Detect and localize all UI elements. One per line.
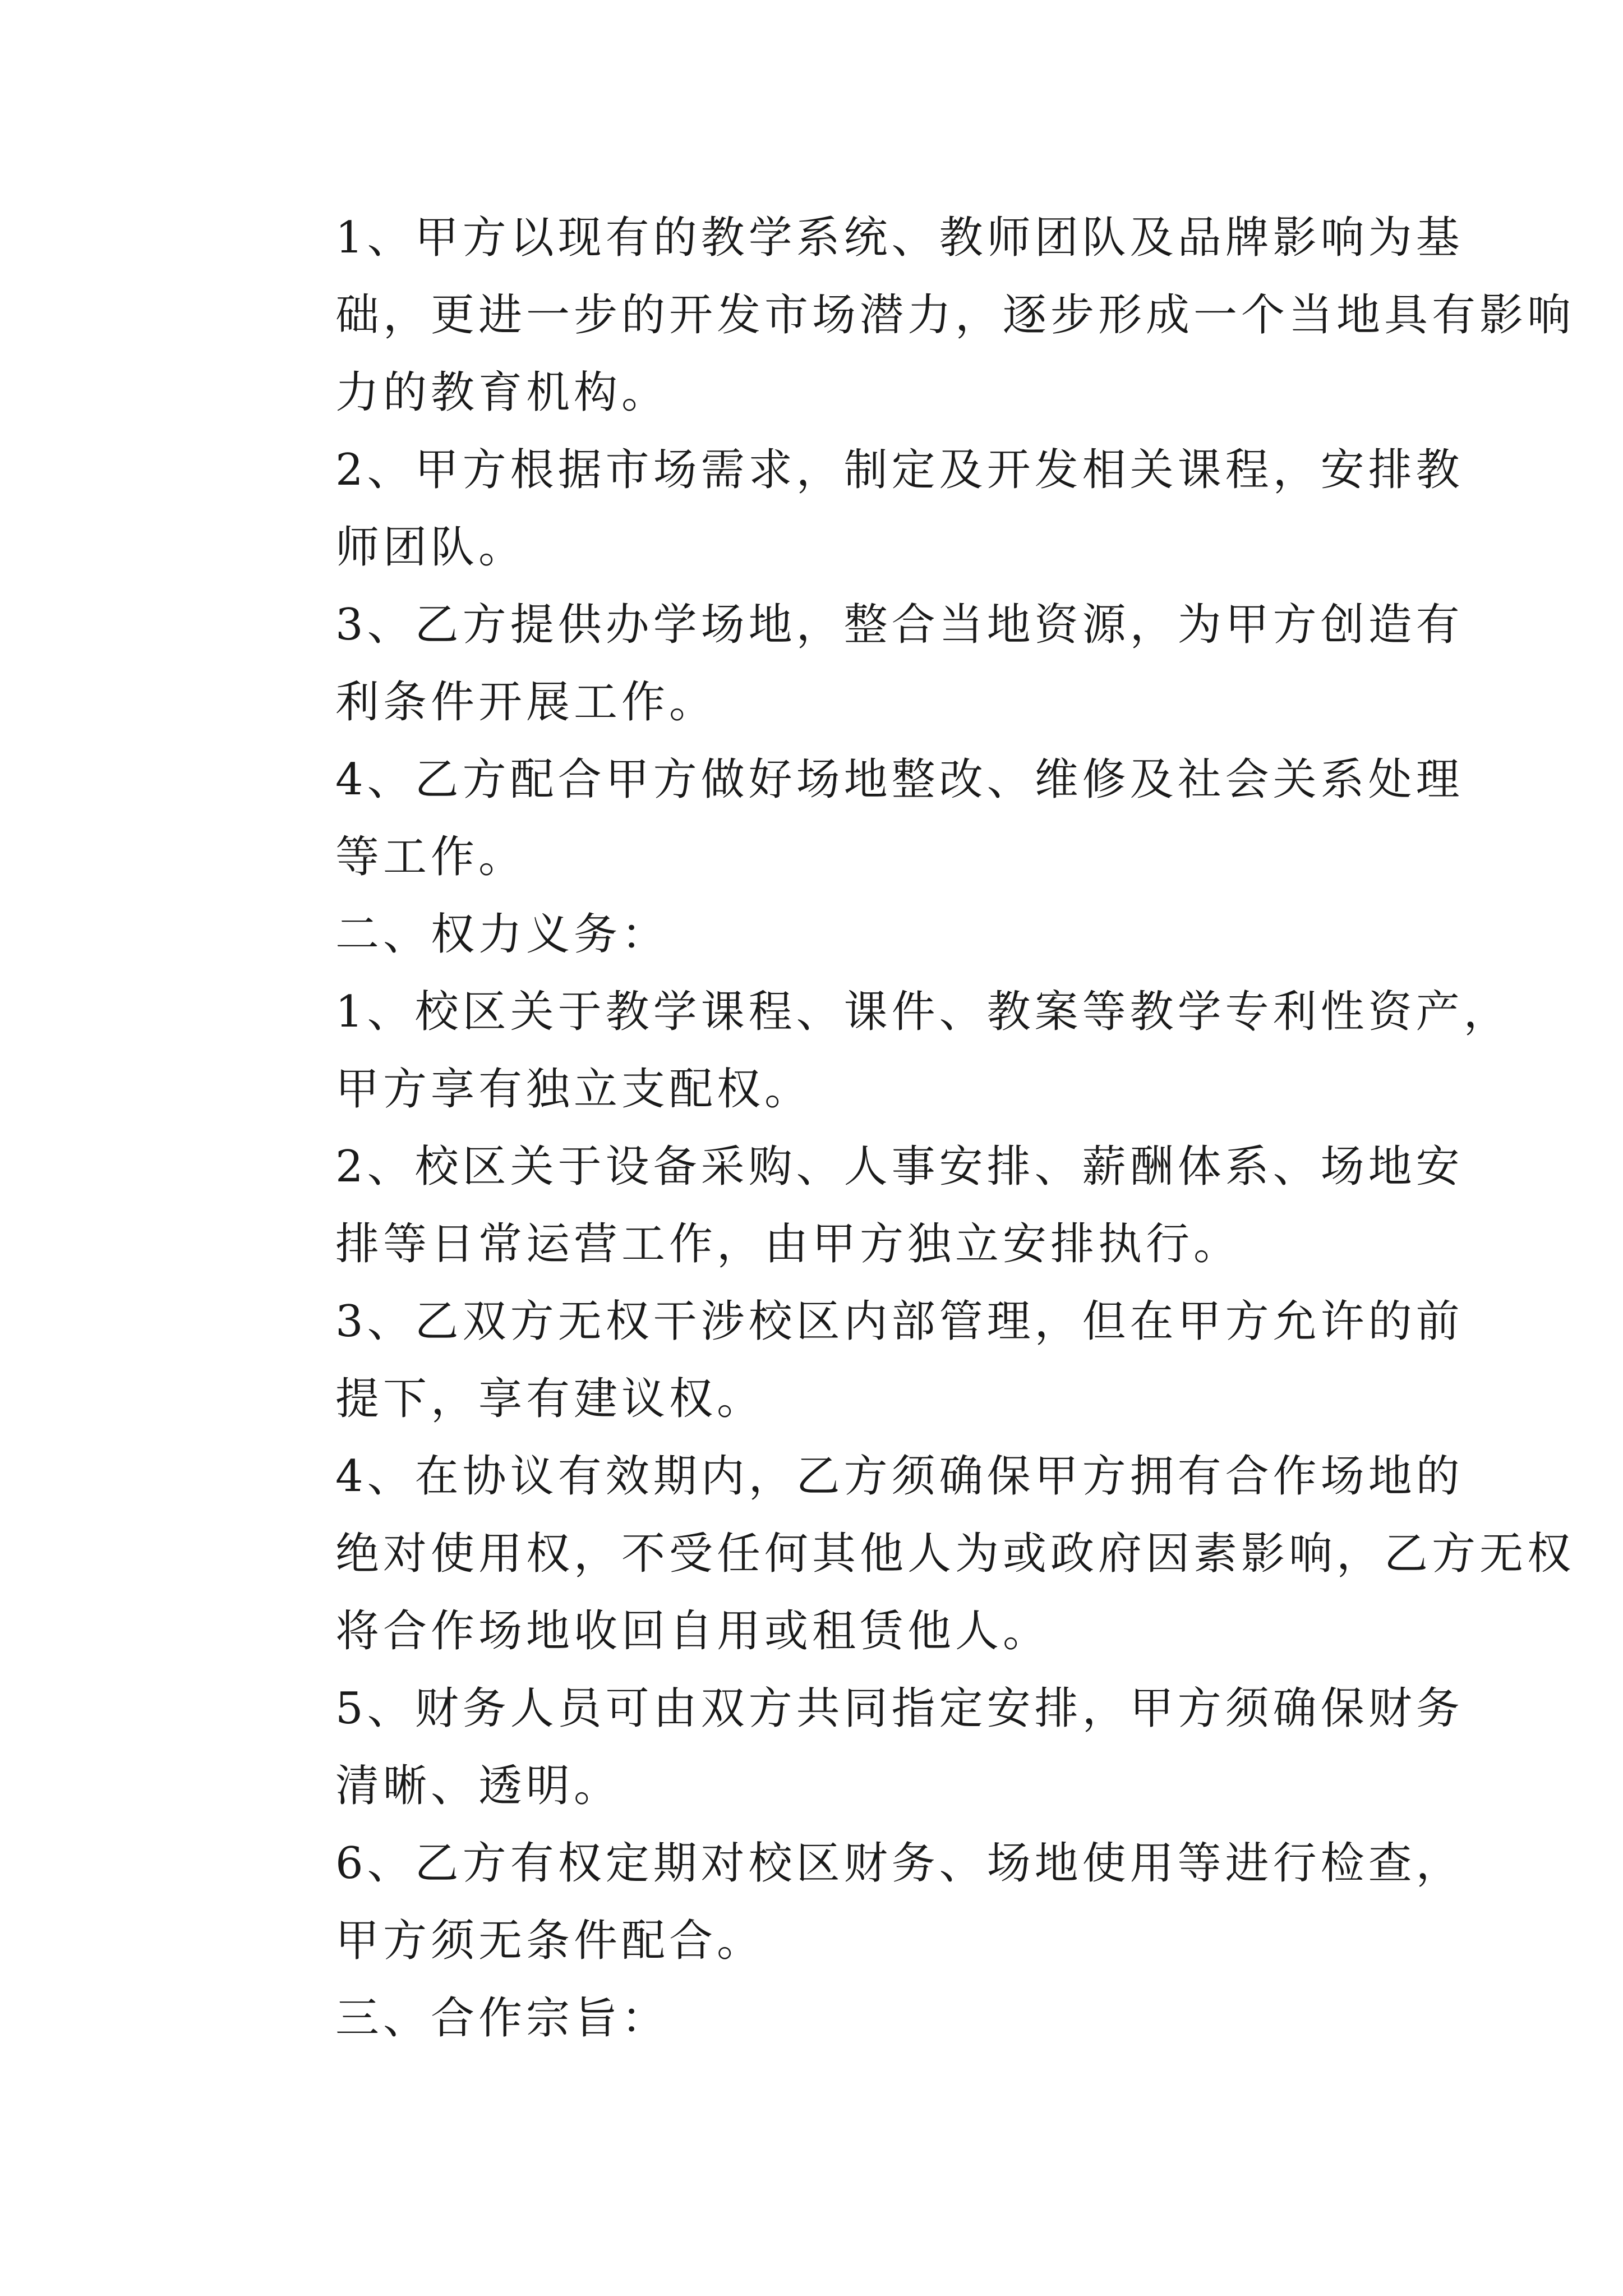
text-line: 1、甲方以现有的教学系统、教师团队及品牌影响为基 xyxy=(335,213,1464,263)
text-line: 6、乙方有权定期对校区财务、场地使用等进行检查， xyxy=(335,1838,1464,1889)
paragraph-10 xyxy=(250,1670,1464,1825)
paragraph-2 xyxy=(250,431,1464,586)
paragraph-6 xyxy=(250,973,1511,1128)
section-heading-cooperation-purpose xyxy=(250,1980,1389,2057)
text-line: 等工作。 xyxy=(335,832,527,882)
paragraph-7 xyxy=(250,1128,1464,1283)
text-line: 甲方须无条件配合。 xyxy=(335,1916,765,1966)
paragraph-4 xyxy=(250,741,1464,896)
text-line: 5、财务人员可由双方共同指定安排，甲方须确保财务 xyxy=(335,1683,1464,1734)
section-heading-rights-obligations xyxy=(250,896,1389,973)
text-line: 3、乙方提供办学场地，整合当地资源，为甲方创造有 xyxy=(335,600,1464,650)
document-body xyxy=(250,199,1575,2057)
paragraph-11 xyxy=(250,1825,1464,1980)
section-heading: 三、合作宗旨： xyxy=(335,1993,670,2044)
text-line: 4、乙方配合甲方做好场地整改、维修及社会关系处理 xyxy=(335,754,1464,805)
text-line: 绝对使用权，不受任何其他人为或政府因素影响，乙方无权 xyxy=(335,1529,1575,1579)
text-line: 3、乙双方无权干涉校区内部管理，但在甲方允许的前 xyxy=(335,1296,1464,1347)
text-line: 甲方享有独立支配权。 xyxy=(335,1064,813,1115)
text-line: 将合作场地收回自用或租赁他人。 xyxy=(335,1606,1051,1657)
paragraph-1 xyxy=(250,199,1575,431)
text-line: 排等日常运营工作，由甲方独立安排执行。 xyxy=(335,1219,1242,1269)
text-line: 师团队。 xyxy=(335,522,527,573)
paragraph-3 xyxy=(250,586,1464,741)
text-line: 4、在协议有效期内，乙方须确保甲方拥有合作场地的 xyxy=(335,1451,1464,1502)
paragraph-9 xyxy=(250,1438,1575,1670)
text-line: 础，更进一步的开发市场潜力，逐步形成一个当地具有影响 xyxy=(335,290,1575,341)
text-line: 清晰、透明。 xyxy=(335,1761,622,1811)
text-line: 1、校区关于教学课程、课件、教案等教学专利性资产， xyxy=(335,987,1511,1037)
text-line: 利条件开展工作。 xyxy=(335,677,717,728)
text-line: 提下，享有建议权。 xyxy=(335,1374,765,1424)
text-line: 力的教育机构。 xyxy=(335,367,670,418)
paragraph-8 xyxy=(250,1283,1464,1438)
text-line: 2、校区关于设备采购、人事安排、薪酬体系、场地安 xyxy=(335,1142,1464,1192)
section-heading: 二、权力义务： xyxy=(335,909,670,960)
text-line: 2、甲方根据市场需求，制定及开发相关课程，安排教 xyxy=(335,445,1464,495)
